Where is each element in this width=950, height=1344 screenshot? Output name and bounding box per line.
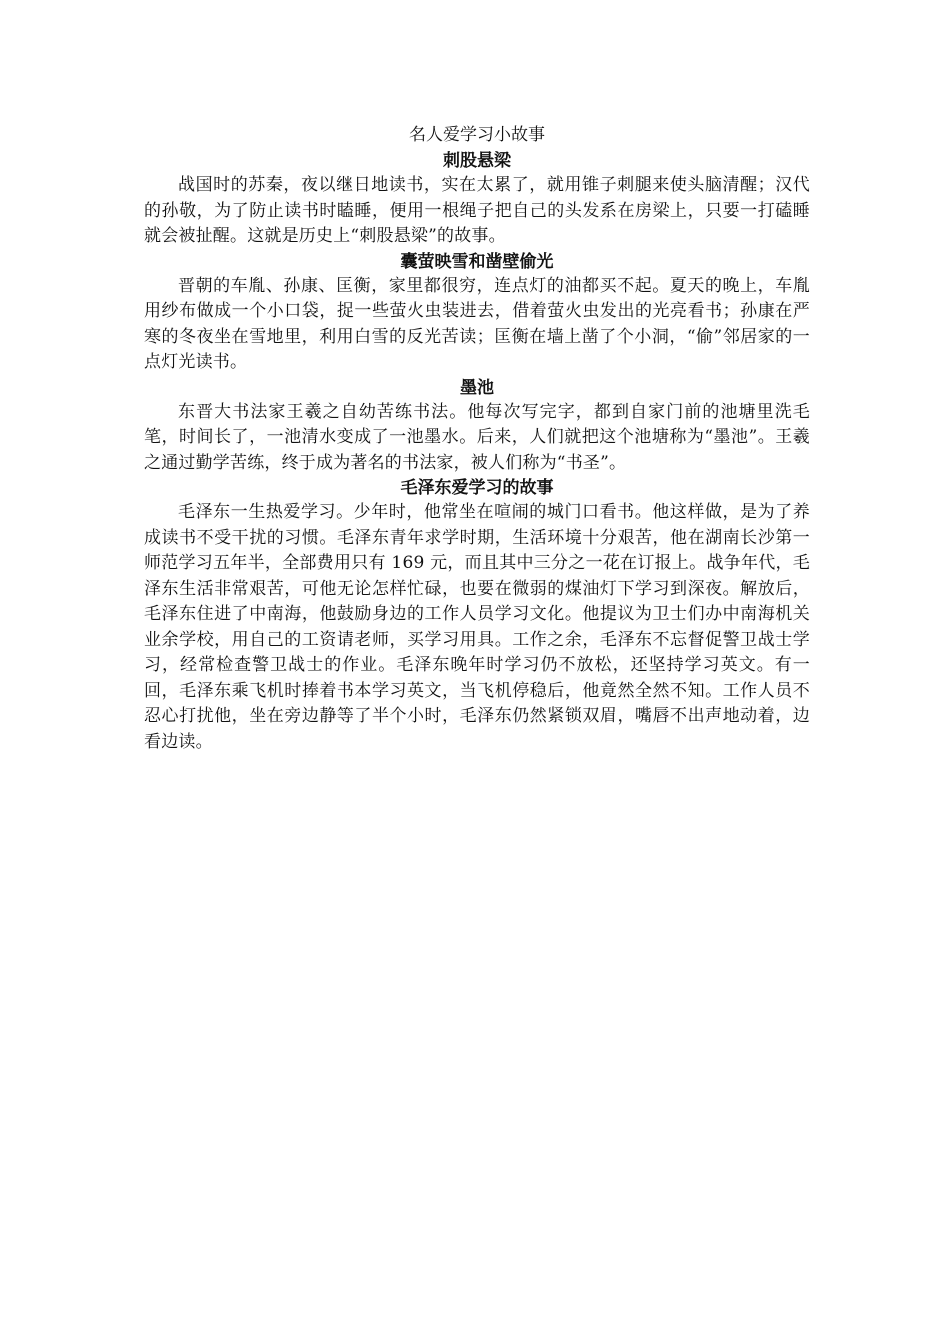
section-paragraph: 晋朝的车胤、孙康、匡衡，家里都很穷，连点灯的油都买不起。夏天的晚上，车胤用纱布做成一个小口袋，捉一些萤火虫装进去，借着萤火虫发出的光亮看书；孙康在严寒的冬夜坐在雪地里，利用白雪的反光苦读；匡衡在墙上凿了个小洞，“偷”邻居家的一点灯光读书。 xyxy=(144,275,810,372)
section-heading: 墨池 xyxy=(460,377,494,398)
section-paragraph: 毛泽东一生热爱学习。少年时，他常坐在喧闹的城门口看书。他这样做，是为了养成读书不受干扰的习惯。毛泽东青年求学时期，生活环境十分艰苦，他在湖南长沙第一师范学习五年半，全部费用只有 169 元，而且其中三分之一花在订报上。战争年代，毛泽东生活非常艰苦，可他无论怎样忙碌，也要在微弱的煤油灯下学习到深夜。解放后，毛泽东住进了中南海，他鼓励身边的工作人员学习文化。他提议为卫士们办中南海机关业余学校，用自己的工资请老师，买学习用具。工作之余，毛泽东不忘督促警卫战士学习，经常检查警卫战士的作业。毛泽东晚年时学习仍不放松，还坚持学习英文。有一回，毛泽东乘飞机时捧着书本学习英文，当飞机停稳后，他竟然全然不知。工作人员不忍心打扰他，坐在旁边静等了半个小时，毛泽东仍然紧锁双眉，嘴唇不出声地动着，边看边读。 xyxy=(144,502,810,752)
story-section-3 xyxy=(144,376,810,477)
story-section-1 xyxy=(144,149,810,250)
section-heading: 毛泽东爱学习的故事 xyxy=(400,478,554,498)
story-section-2 xyxy=(144,250,810,376)
story-section-4 xyxy=(144,476,810,755)
section-paragraph: 战国时的苏秦，夜以继日地读书，实在太累了，就用锥子刺腿来使头脑清醒；汉代的孙敬，为了防止读书时瞌睡，便用一根绳子把自己的头发系在房梁上，只要一打磕睡就会被扯醒。这就是历史上“刺股悬梁”的故事。 xyxy=(144,175,810,246)
section-paragraph: 东晋大书法家王羲之自幼苦练书法。他每次写完字，都到自家门前的池塘里洗毛笔，时间长了，一池清水变成了一池墨水。后来，人们就把这个池塘称为“墨池”。王羲之通过勤学苦练，终于成为著名的书法家，被人们称为“书圣”。 xyxy=(144,401,810,473)
section-heading: 刺股悬梁 xyxy=(443,151,511,171)
section-heading: 囊萤映雪和凿壁偷光 xyxy=(400,251,554,272)
document-title: 名人爱学习小故事 xyxy=(409,125,545,145)
document-page xyxy=(144,122,810,755)
